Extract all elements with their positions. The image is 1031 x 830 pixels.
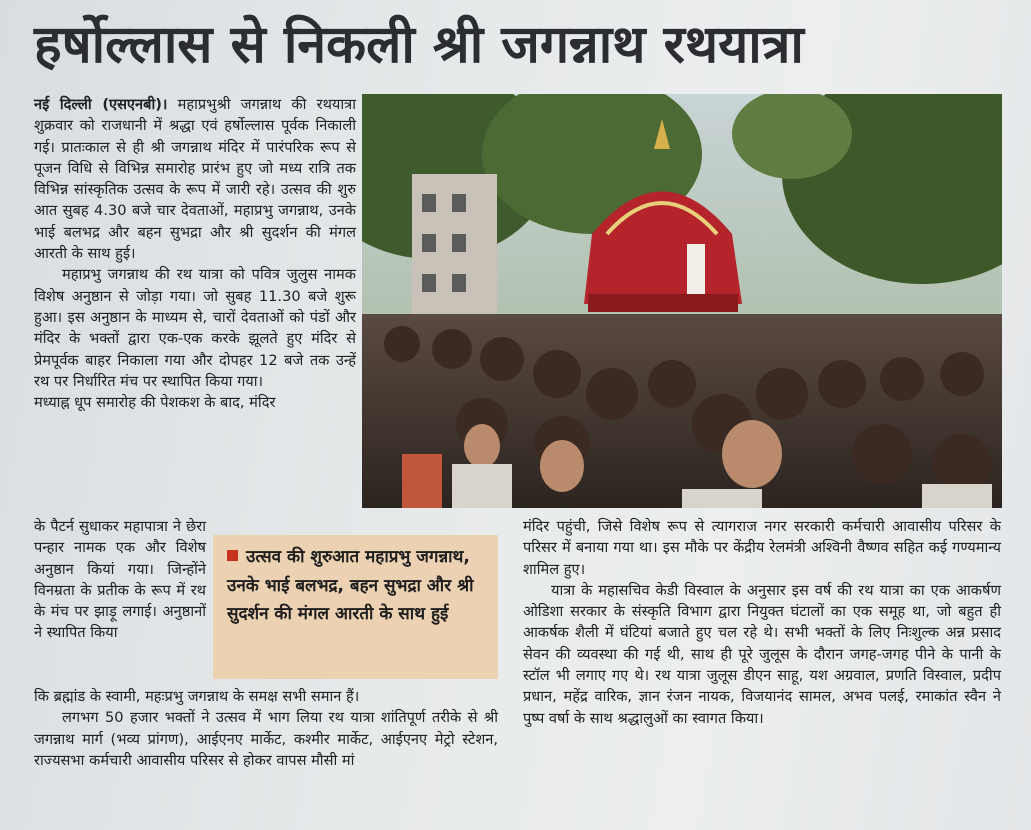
rath-yatra-crowd-photo xyxy=(362,94,1002,508)
lead-paragraph xyxy=(34,94,356,264)
photo-illustration xyxy=(362,94,1002,508)
bullet-square-icon xyxy=(227,550,238,561)
paragraph-3-narrow: के पैटर्न सुधाकर महापात्रा ने छेरा पन्हार नामक एक और विशेष अनुष्ठान कियां गया। जिन्होंने विनम्रता के प्रतीक के रूप में रथ के मंच पर झाड़ू लगाई। अनुष्ठानों ने स्थापित किया xyxy=(34,518,206,642)
paragraph-2: महाप्रभु जगन्नाथ की रथ यात्रा को पवित्र जुलुस नामक विशेष अनुष्ठान से जोड़ा गया। जो सुबह 11.30 बजे शुरू हुआ। इस अनुष्ठान के माध्यम से, चारों देवताओं को पंडों और मंदिर के भक्तों द्वारा एक-एक करके झूलते हुए मंदिर से प्रेमपूर्वक बाहर निकाला गया और दोपहर 12 बजे तक उन्हें रथ पर निर्धारित मंच पर स्थापित किया गया। xyxy=(34,266,356,390)
article-column-left-bottom xyxy=(34,686,498,771)
headline: हर्षोल्लास से निकली श्री जगन्नाथ रथयात्रा xyxy=(34,15,804,75)
pull-quote-box xyxy=(213,535,498,679)
pull-quote xyxy=(227,543,484,629)
paragraph-4: लगभग 50 हजार भक्तों ने उत्सव में भाग लिया रथ यात्रा शांतिपूर्ण तरीके से श्री जगन्नाथ मार्ग (भव्य प्रांगण), आईएनए मार्केट, कश्मीर मार्केट, आईएनए मेट्रो स्टेशन, राज्यसभा कर्मचारी आवासीय परिसर से होकर वापस मौसी मां xyxy=(34,709,498,769)
article-column-right xyxy=(523,516,1001,729)
article-column-left-top xyxy=(34,94,356,413)
paragraph-3-start: मध्याह्न धूप समारोह की पेशकश के बाद, मंदिर xyxy=(34,394,276,412)
lead-text: महाप्रभुश्री जगन्नाथ की रथयात्रा शुक्रवार को राजधानी में श्रद्धा एवं हर्षोल्लास पूर्वक निकाली गई। प्रातःकाल से ही श्री जगन्नाथ मंदिर में पारंपरिक रूप से पूजन विधि से विभिन्न समारोह प्रारंभ हुए जो मध्य रात्रि तक विभिन्न सांस्कृतिक उत्सव के रूप में जारी रहे। उत्सव की शुरु आत सुबह 4.30 बजे चार देवताओं, महाप्रभु जगन्नाथ, उनके भाई बलभद्र और बहन सुभद्रा और श्री सुदर्शन की मंगल आरती के साथ हुई। xyxy=(34,96,356,263)
pull-quote-text: उत्सव की शुरुआत महाप्रभु जगन्नाथ, उनके भाई बलभद्र, बहन सुभद्रा और श्री सुदर्शन की मंगल आरती के साथ हुई xyxy=(227,547,474,624)
paragraph-3-end: कि ब्रह्मांड के स्वामी, महःप्रभु जगन्नाथ के समक्ष सभी समान हैं। xyxy=(34,688,360,705)
dateline: नई दिल्ली (एसएनबी)। xyxy=(34,96,168,113)
article-column-left-narrow xyxy=(34,516,206,644)
paragraph-6: यात्रा के महासचिव केडी विस्वाल के अनुसार इस वर्ष की रथ यात्रा का एक आकर्षण ओडिशा सरकार के संस्कृति विभाग द्वारा नियुक्त घंटालों का एक समूह था, जो बहुत ही आकर्षक शैली में घंटियां बजाते हुए चल रहे थे। सभी भक्तों के लिए निःशुल्क अन्न प्रसाद सेवन की व्यवस्था की गई थी, साथ ही पूरे जुलूस के दौरान जगह-जगह पीने के पानी के स्टॉल भी लगाए गए थे। रथ यात्रा जुलूस डीएन साहू, यश अग्रवाल, प्रणति विस्वाल, प्रदीप प्रधान, महेंद्र वारिक, ज्ञान रंजन नायक, विजयानंद सामल, अभव पलई, रमाकांत स्वैन ने पुष्प वर्षा के साथ श्रद्धालुओं का स्वागत किया। xyxy=(523,581,1001,727)
paragraph-5: मंदिर पहुंची, जिसे विशेष रूप से त्यागराज नगर सरकारी कर्मचारी आवासीय परिसर के परिसर में बनाया गया था। इस मौके पर केंद्रीय रेलमंत्री अश्विनी वैष्णव सहित कई गण्यमान्य शामिल हुए। xyxy=(523,518,1001,578)
